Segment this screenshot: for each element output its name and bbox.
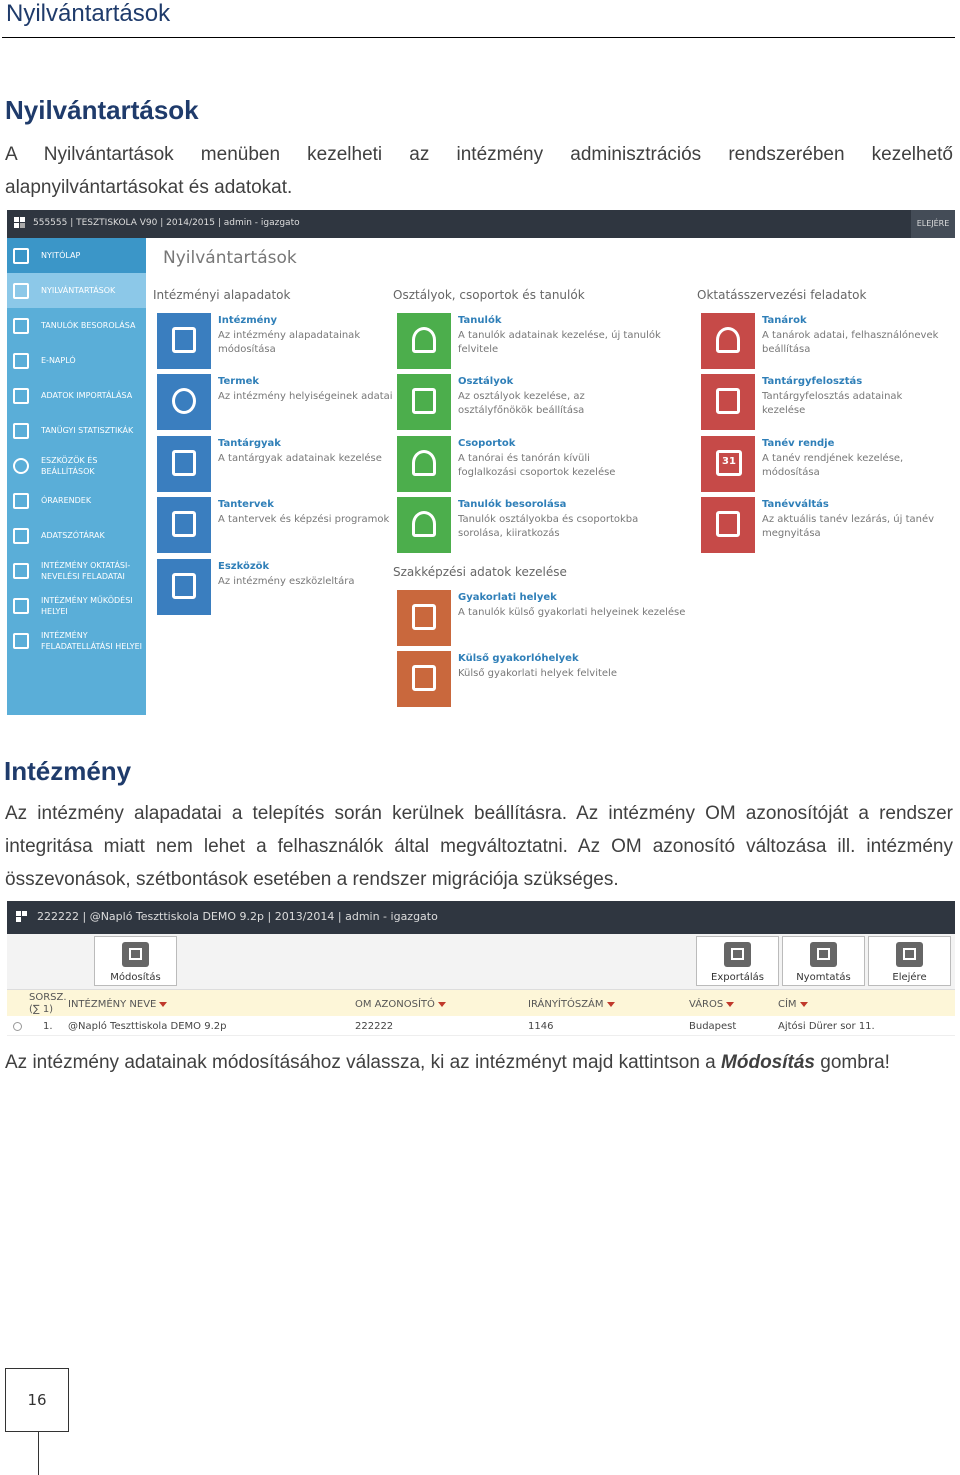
tile-tantargyfelosztas[interactable]: Tantárgyfelosztás Tantárgyfelosztás adatainak kezelése (701, 374, 941, 430)
section-heading-nyilvantartasok: Nyilvántartások (5, 95, 199, 125)
intro-line-2: alapnyilvántartásokat és adatokat. (5, 177, 293, 198)
col-cim[interactable]: CÍM (778, 999, 808, 1010)
running-header: Nyilvántartások (6, 0, 171, 27)
screenshot-nyilvantartasok (7, 210, 955, 715)
sort-arrow-icon (726, 1002, 734, 1007)
elejere-button[interactable]: ELEJÉRE (911, 210, 955, 238)
export-icon (724, 942, 751, 967)
col-om-azonosito[interactable]: OM AZONOSÍTÓ (355, 999, 446, 1010)
tile-gyakorlati-helyek[interactable]: Gyakorlati helyek A tanulók külső gyakorlati helyeinek kezelése (397, 590, 637, 646)
cell-nev: @Napló Teszttiskola DEMO 9.2p (68, 1021, 227, 1032)
sort-arrow-icon (607, 1002, 615, 1007)
intezmeny-line-1: Az intézmény alapadatai a telepítés során kerülnek beállításra. Az intézmény OM azonosítóját a rendszer (5, 803, 953, 824)
group-icon (412, 450, 436, 476)
nav-adatszotarak[interactable]: ADATSZÓTÁRAK (7, 518, 146, 553)
users-icon (13, 318, 29, 334)
book-icon (412, 388, 436, 414)
import-icon (13, 388, 29, 404)
elejere-button[interactable]: Elejére (868, 936, 951, 986)
ruler-icon (172, 450, 196, 476)
cell-cim: Ajtósi Dürer sor 11. (778, 1021, 875, 1032)
exportalas-button[interactable]: Exportálás (696, 936, 779, 986)
tile-tanev-rendje[interactable]: 31 Tanév rendje A tanév rendjének kezelése, módosítása (701, 436, 941, 492)
nav-nyilvantartasok[interactable]: NYILVÁNTARTÁSOK (7, 273, 146, 308)
student-icon (412, 327, 436, 353)
nav-nyitolap[interactable]: NYITÓLAP (7, 238, 146, 273)
sidebar (7, 238, 146, 715)
nav-mukodesi-helyei[interactable]: INTÉZMÉNY MŰKÖDÉSI HELYEI (7, 588, 146, 623)
col-sorsz-sum: (∑ 1) (29, 1004, 54, 1015)
app-topbar (7, 210, 955, 238)
sort-arrow-icon (438, 1002, 446, 1007)
header-rule (2, 37, 955, 38)
cell-sorsz: 1. (43, 1021, 53, 1032)
copy-icon (13, 563, 29, 579)
col-szakkepzesi-adatok: Szakképzési adatok kezelése (393, 565, 567, 579)
key-icon (172, 388, 196, 414)
teacher-icon (716, 327, 740, 353)
calendar-icon (13, 493, 29, 509)
tile-osztalyok[interactable]: Osztályok Az osztályok kezelése, az osztályfőnökök beállítása (397, 374, 637, 430)
gear-icon (13, 458, 29, 474)
module-title: Nyilvántartások (163, 248, 297, 268)
calendar-icon: 31 (716, 450, 742, 476)
page-number-line (38, 1432, 39, 1475)
col-sorsz: SORSZ. (29, 992, 67, 1003)
intro-line-1: A Nyilvántartások menüben kezelheti az intézmény adminisztrációs rendszerében kezelhető (5, 144, 953, 165)
row-select-radio[interactable] (13, 1022, 22, 1031)
col-varos[interactable]: VÁROS (689, 999, 734, 1010)
table-header (7, 990, 955, 1016)
edit-icon (122, 942, 149, 967)
factory-icon (412, 665, 436, 691)
page-number: 16 (5, 1368, 69, 1432)
screenshot-intezmeny-lista (7, 901, 955, 1038)
col-iranyitoszam[interactable]: IRÁNYÍTÓSZÁM (528, 999, 615, 1010)
section-heading-intezmeny: Intézmény (4, 756, 132, 786)
home-icon (13, 248, 29, 264)
nyomtatas-button[interactable]: Nyomtatás (782, 936, 865, 986)
tile-tanarok[interactable]: Tanárok A tanárok adatai, felhasználónevek beállítása (701, 313, 941, 369)
tile-eszkozok[interactable]: Eszközök Az intézmény eszközleltára (157, 559, 397, 615)
intezmeny-line-3: összevonások, szétbontások esetében a rendszer migrációja szükséges. (5, 869, 619, 890)
modositas-button[interactable]: Módosítás (94, 936, 177, 986)
nav-tanulok-besorolasa[interactable]: TANULÓK BESOROLÁSA (7, 308, 146, 343)
app-topbar (7, 901, 955, 934)
nav-tanugyi-statisztikak[interactable]: TANÜGYI STATISZTIKÁK (7, 413, 146, 448)
tile-tantervek[interactable]: Tantervek A tantervek és képzési programok (157, 497, 397, 553)
buildings-icon (13, 598, 29, 614)
instruction-text: Az intézmény adatainak módosításához válassza, ki az intézményt majd kattintson a Módosítás gombra! (5, 1052, 890, 1073)
tile-termek[interactable]: Termek Az intézmény helyiségeinek adatai (157, 374, 397, 430)
nav-feladatellatasi-helyei[interactable]: INTÉZMÉNY FELADATELLÁTÁSI HELYEI (7, 623, 146, 658)
forklift-icon (412, 604, 436, 630)
tile-kulso-gyakorlohelyek[interactable]: Külső gyakorlóhelyek Külső gyakorlati helyek felvitele (397, 651, 637, 707)
locations-icon (13, 633, 29, 649)
nav-oktatasi-nevelesi[interactable]: INTÉZMÉNY OKTATÁSI-NEVELÉSI FELADATAI (7, 553, 146, 588)
cell-om: 222222 (355, 1021, 394, 1032)
intezmeny-line-2: integritása miatt nem lehet a felhasználók által megváltoztatni. Az OM azonosító változása ill. intézmény (5, 836, 953, 857)
building-icon (172, 327, 196, 353)
assign-icon (412, 511, 436, 537)
app-context: 555555 | TESZTISKOLA V90 | 2014/2015 | admin - igazgato (33, 218, 300, 228)
switch-icon (716, 511, 740, 537)
print-icon (810, 942, 837, 967)
nav-e-naplo[interactable]: E-NAPLÓ (7, 343, 146, 378)
dictionary-icon (13, 528, 29, 544)
notebook-icon (13, 353, 29, 369)
document-icon (172, 511, 196, 537)
app-logo-icon (16, 911, 28, 923)
app-logo-icon (14, 217, 26, 229)
sort-arrow-icon (159, 1002, 167, 1007)
app-context: 222222 | @Napló Teszttiskola DEMO 9.2p | 2013/2014 | admin - igazgato (37, 910, 438, 923)
list-icon (13, 283, 29, 299)
toolbar (7, 934, 955, 990)
laptop-icon (172, 573, 196, 599)
tile-csoportok[interactable]: Csoportok A tanórai és tanórán kívüli foglalkozási csoportok kezelése (397, 436, 637, 492)
cell-iranyitoszam: 1146 (528, 1021, 554, 1032)
col-osztalyok-csoportok: Osztályok, csoportok és tanulók (393, 288, 585, 302)
tile-tanulok[interactable]: Tanulók A tanulók adatainak kezelése, új tanulók felvitele (397, 313, 637, 369)
col-intezmenyi-alapadatok: Intézményi alapadatok (153, 288, 291, 302)
tile-tanevvaltas[interactable]: Tanévváltás Az aktuális tanév lezárás, új tanév megnyitása (701, 497, 941, 553)
table-row[interactable] (7, 1017, 955, 1036)
tile-tanulok-besorolasa[interactable]: Tanulók besorolása Tanulók osztályokba és csoportokba sorolása, kiiratkozás (397, 497, 637, 553)
grid-icon (716, 388, 740, 414)
emphasis-modositas: Módosítás (721, 1052, 815, 1073)
nav-adatok-importalasa[interactable]: ADATOK IMPORTÁLÁSA (7, 378, 146, 413)
cell-varos: Budapest (689, 1021, 737, 1032)
nav-eszkozok-beallitasok[interactable]: ESZKÖZÖK ÉS BEÁLLÍTÁSOK (7, 448, 146, 483)
grid-icon (896, 942, 923, 967)
nav-orarendek[interactable]: ÓRARENDEK (7, 483, 146, 518)
chart-icon (13, 423, 29, 439)
col-oktatasszervezesi: Oktatásszervezési feladatok (697, 288, 867, 302)
col-intezmeny-neve[interactable]: INTÉZMÉNY NEVE (68, 999, 167, 1010)
tile-intezmeny[interactable]: Intézmény Az intézmény alapadatainak módosítása (157, 313, 397, 369)
sort-arrow-icon (800, 1002, 808, 1007)
tile-tantargyak[interactable]: Tantárgyak A tantárgyak adatainak kezelése (157, 436, 397, 492)
